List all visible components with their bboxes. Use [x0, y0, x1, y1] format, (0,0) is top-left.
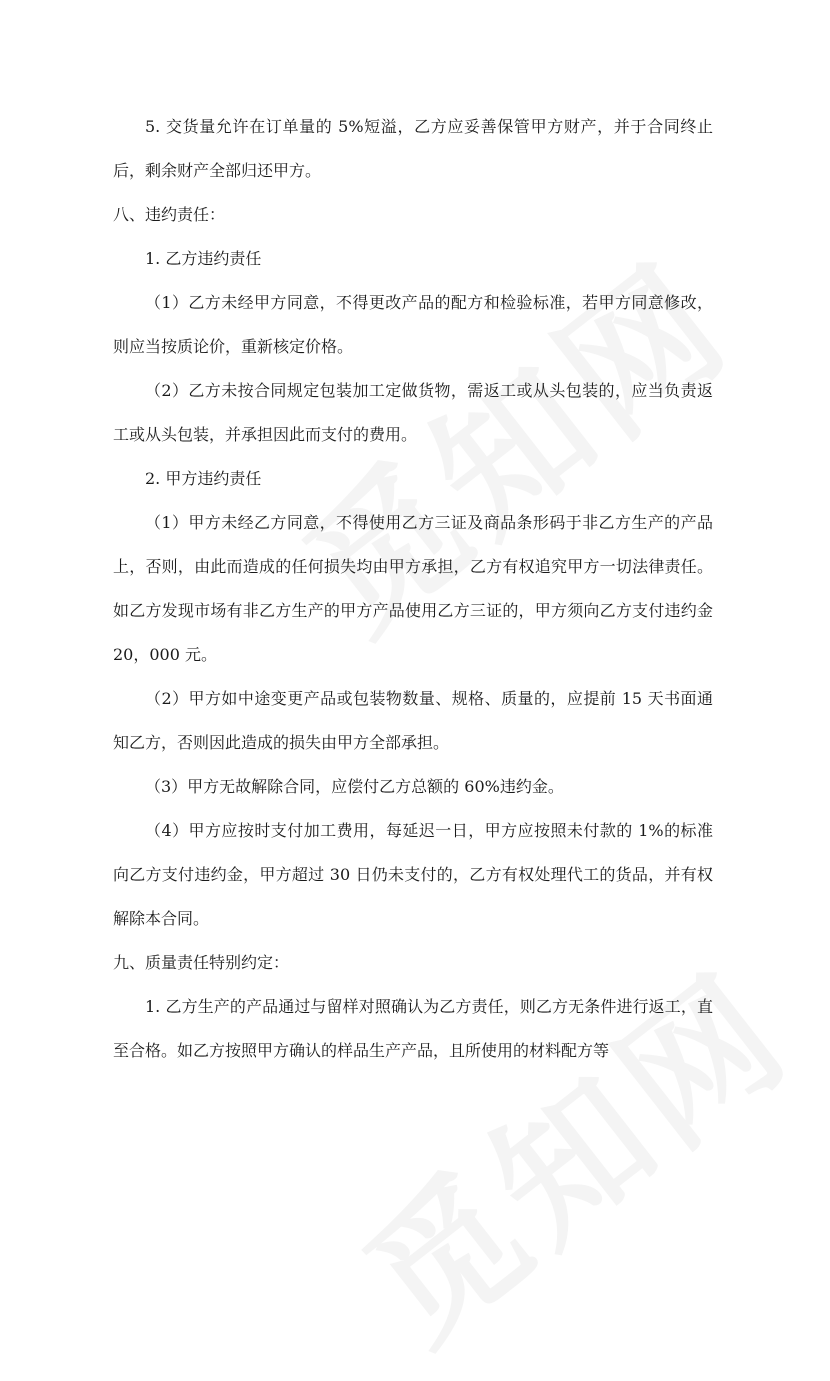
- clause-paragraph: （1）乙方未经甲方同意，不得更改产品的配方和检验标准，若甲方同意修改，则应当按质论价，重新核定价格。: [113, 293, 713, 356]
- subsection-heading: 2. 甲方违约责任: [145, 469, 262, 488]
- section-heading: 九、质量责任特别约定：: [113, 953, 290, 972]
- clause-paragraph: （1）甲方未经乙方同意，不得使用乙方三证及商品条形码于非乙方生产的产品上，否则，由此而造成的任何损失均由甲方承担，乙方有权追究甲方一切法律责任。如乙方发现市场有非乙方生产的甲方产品使用乙方三证的，甲方须向乙方支付违约金 20，000 元。: [113, 513, 713, 664]
- contract-body: [113, 105, 713, 1073]
- clause-paragraph: 5. 交货量允许在订单量的 5%短溢，乙方应妥善保管甲方财产，并于合同终止后，剩余财产全部归还甲方。: [113, 117, 713, 180]
- clause-paragraph: （3）甲方无故解除合同，应偿付乙方总额的 60%违约金。: [145, 777, 564, 796]
- clause-paragraph: （4）甲方应按时支付加工费用，每延迟一日，甲方应按照未付款的 1%的标准向乙方支付违约金，甲方超过 30 日仍未支付的，乙方有权处理代工的货品，并有权解除本合同。: [113, 821, 713, 928]
- clause-paragraph: 1. 乙方生产的产品通过与留样对照确认为乙方责任，则乙方无条件进行返工，直至合格。如乙方按照甲方确认的样品生产产品，且所使用的材料配方等: [113, 997, 713, 1060]
- subsection-heading: 1. 乙方违约责任: [145, 249, 262, 268]
- clause-paragraph: （2）甲方如中途变更产品或包装物数量、规格、质量的，应提前 15 天书面通知乙方，否则因此造成的损失由甲方全部承担。: [113, 689, 713, 752]
- section-heading: 八、违约责任：: [113, 205, 226, 224]
- clause-paragraph: （2）乙方未按合同规定包装加工定做货物，需返工或从头包装的，应当负责返工或从头包装，并承担因此而支付的费用。: [113, 381, 713, 444]
